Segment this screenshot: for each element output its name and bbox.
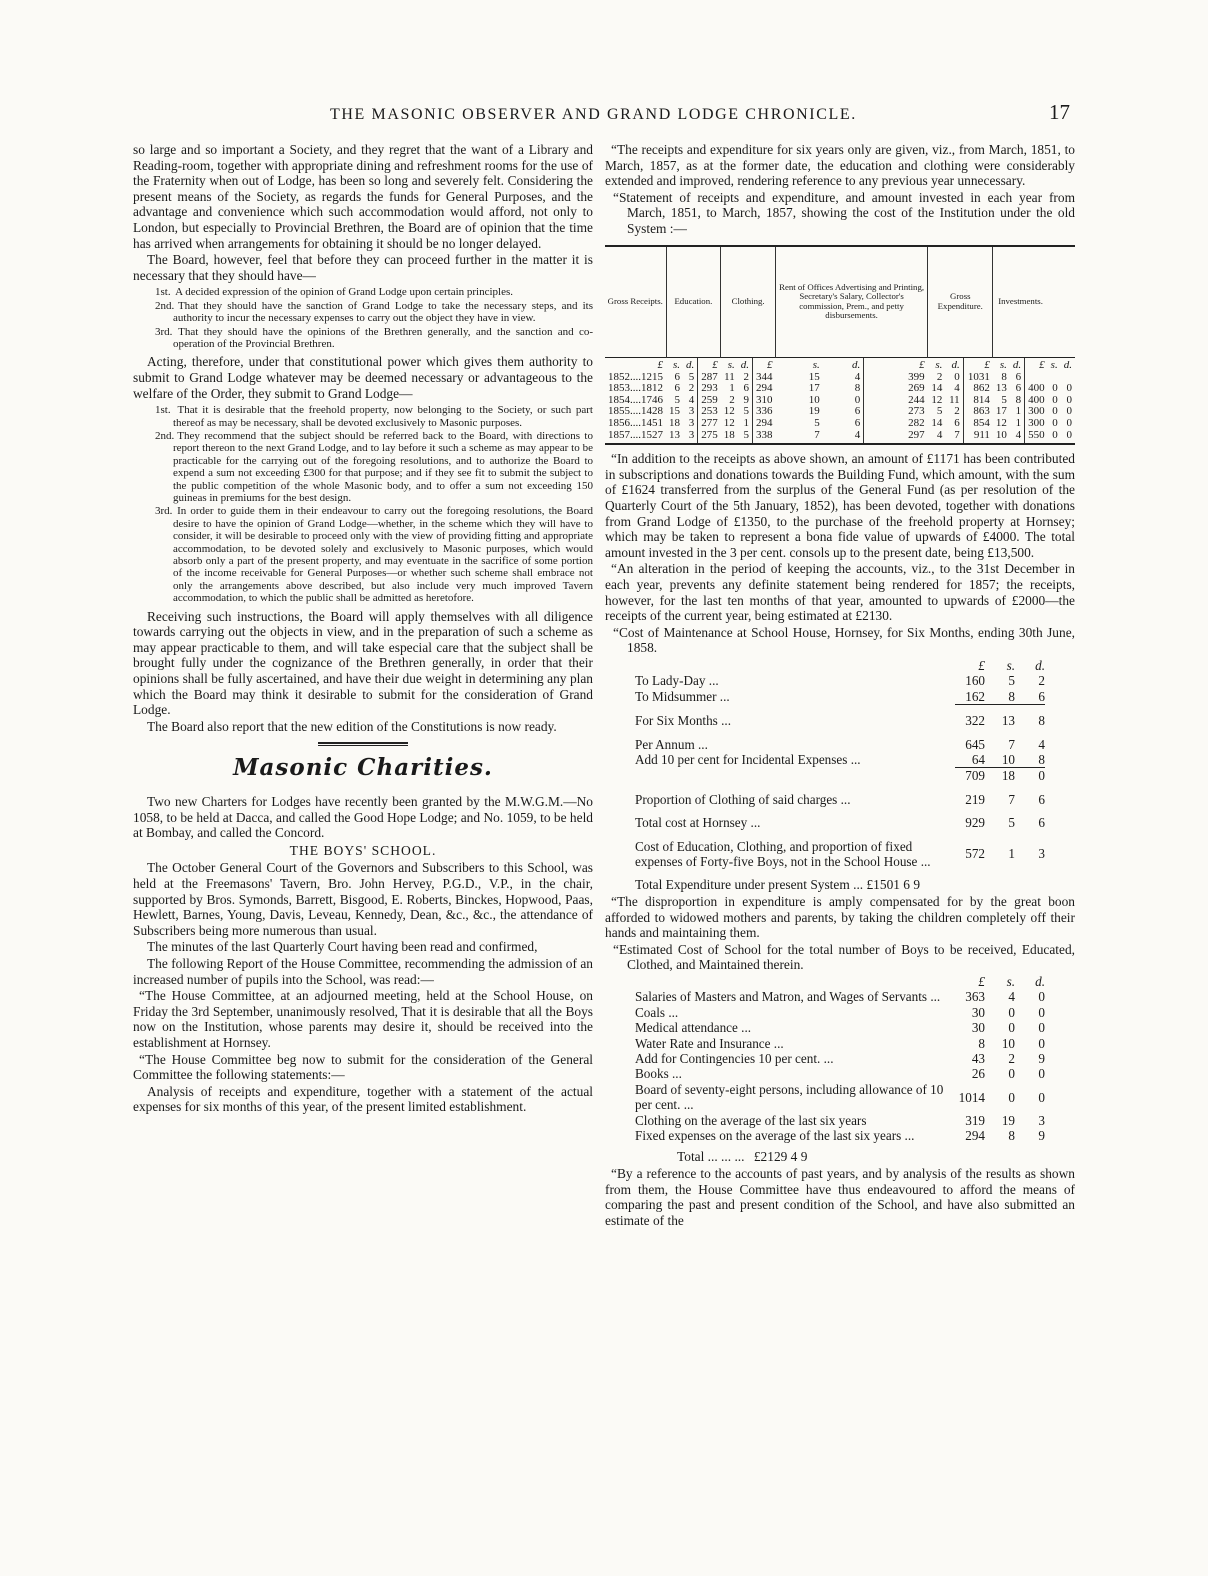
ledger-row	[635, 784, 1045, 807]
ledger-amount: 10	[1001, 751, 1015, 767]
ledger-label: Cost of Education, Clothing, and proportion of fixed expenses of Forty-five Boys, not in the School House ...	[635, 838, 931, 869]
paragraph: Two new Charters for Lodges have recently been granted by the M.W.G.M.—No 1058, to be held at Dacca, and called the Good Hope Lodge; and No. 1059, to be held at Bombay, and called the Concord.	[133, 794, 593, 841]
ledger-row	[635, 831, 1045, 870]
ledger-amount: 0	[1008, 1066, 1015, 1082]
list-item: 1st. That it is desirable that the freehold property, now belonging to the Society, or such part thereof as may be necessary, shall be devoted exclusively to Masonic purposes.	[155, 404, 593, 429]
ledger-amount: 8	[978, 1035, 985, 1051]
ledger-amount: 18	[985, 768, 1015, 784]
ledger-amount: 7	[1008, 736, 1015, 752]
table-cell: 6	[854, 405, 861, 418]
paragraph: Receiving such instructions, the Board will apply themselves with all diligence towards carrying out the objects in view, and in the preparation of such a scheme as may appear practicable to them, and will take especial care that the subject shall be brought fully under the cognizance of the Brethren generally, in order that their opinions shall be fully ascertained, and have their due weight in determining any plan which the Board may think it desirable to submit for the consideration of Grand Lodge.	[133, 608, 593, 718]
ledger-label: Proportion of Clothing of said charges ...	[635, 791, 851, 807]
table-cell: 5	[743, 405, 749, 418]
ledger-amount: 0	[1038, 1066, 1045, 1082]
table-cell: 399	[864, 372, 928, 384]
ledger-amount: 43	[971, 1051, 985, 1066]
table-cell: 15	[808, 370, 820, 383]
ledger-amount: 9	[1038, 1051, 1045, 1066]
table-cell: 5	[1001, 393, 1007, 406]
ledger-amount: 5	[1008, 673, 1015, 689]
ledger-amount: 5	[1008, 815, 1015, 831]
table-cell: 2	[743, 370, 749, 383]
ledger-label: Board of seventy-eight persons, including allowance of 10 per cent. ...	[635, 1081, 944, 1113]
table-cell: 6	[1015, 382, 1022, 395]
ledger-label: Coals ...	[635, 1004, 679, 1020]
table-cell: 4	[854, 370, 861, 383]
divider	[318, 742, 408, 746]
ledger-amount: 30	[971, 1020, 985, 1036]
table-cell: 259	[698, 395, 721, 407]
table-cell: 0	[1061, 430, 1075, 445]
table-cell: 300	[1025, 418, 1048, 430]
ledger-row	[635, 705, 1045, 729]
table-cell: 2	[954, 405, 960, 418]
table-cell: 336	[753, 406, 776, 418]
units-row: £ s. d.	[978, 973, 1045, 989]
table-cell: 4	[1010, 430, 1025, 445]
ledger-amount: 0	[1008, 1089, 1015, 1105]
table-cell: 12	[723, 417, 735, 430]
table-cell: 297	[864, 430, 928, 445]
ledger-row	[635, 1113, 1045, 1128]
table-cell: 13	[995, 382, 1007, 395]
paragraph: “The House Committee beg now to submit for the consideration of the General Committee the following statements:—	[133, 1051, 593, 1083]
paragraph: “Cost of Maintenance at School House, Hornsey, for Six Months, ending 30th June, 1858.	[613, 624, 1075, 656]
table-cell: 13	[666, 430, 683, 445]
table-cell: 550	[1025, 430, 1048, 445]
ledger-amount: 8	[1038, 751, 1045, 767]
table-cell: 400	[1025, 383, 1048, 395]
ledger-amount: 3	[1038, 846, 1045, 862]
numbered-list	[133, 404, 593, 605]
table-row	[605, 430, 1075, 445]
table-cell: 1855....1428	[608, 405, 663, 418]
table-cell: 282	[864, 418, 928, 430]
paragraph: The Board also report that the new edition of the Constitutions is now ready.	[147, 718, 557, 734]
ledger-amount: 26	[971, 1066, 985, 1082]
ledger-row	[635, 673, 1045, 688]
ledger-label: Fixed expenses on the average of the last six years ...	[635, 1128, 915, 1144]
table-cell: 11	[949, 393, 960, 406]
ledger-amount: 0	[1038, 1089, 1045, 1105]
paragraph: so large and so important a Society, and they regret that the want of a Library and Reading-room, together with appropriate dining and refreshment rooms for the use of the Fraternity when out of Lodge, has been so long and severely felt. Considering the present means of the Society, as regards the funds for General Purposes, and the advantage and convenience which such accommodation would afford, not only to London, but especially to Provincial Brethren, the Board are of opinion that the time has arrived when arrangements for obtaining it should be no longer delayed.	[133, 142, 593, 251]
paragraph: “By a reference to the accounts of past years, and by analysis of the results as shown from them, the House Committee have thus endeavoured to afford the means of comparing the past and present condition of the School, and have also submitted an estimate of the	[605, 1166, 1075, 1228]
ledger-label: Water Rate and Insurance ...	[635, 1035, 784, 1051]
ledger-row	[635, 807, 1045, 830]
ledger-amount: 1	[1008, 846, 1015, 862]
list-item: 3rd. That they should have the opinions of the Brethren generally, and the sanction and co-operation of the Provincial Brethren.	[155, 325, 593, 350]
ledger-amount: 8	[1008, 1128, 1015, 1144]
ledger-amount: 6	[1038, 815, 1045, 831]
table-cell: 2	[729, 393, 735, 406]
table-cell: 2	[688, 382, 695, 395]
ledger-amount: 0	[1038, 1035, 1045, 1051]
table-cell: 0	[1052, 405, 1058, 418]
table-cell: 7	[776, 430, 823, 445]
ledger-amount: 64	[971, 751, 985, 767]
paragraph: “Statement of receipts and expenditure, and amount invested in each year from March, 1851, to March, 1857, showing the cost of the Institution under the old System :—	[613, 189, 1075, 236]
paragraph: “The House Committee, at an adjourned meeting, held at the School House, on Friday the 3rd September, unanimously resolved, That it is desirable that all the Boys now on the Institution, whose parents may desire it, should be received into the establishment at Hornsey.	[133, 988, 593, 1050]
ledger-row	[635, 1066, 1045, 1081]
ledger-amount: 4	[1038, 736, 1045, 752]
table-cell: 0	[854, 393, 861, 406]
ledger-label: Salaries of Masters and Matron, and Wages of Servants ...	[635, 989, 941, 1005]
ledger-amount: 929	[965, 815, 985, 831]
ledger-row	[635, 752, 1045, 768]
ledger-label: Medical attendance ...	[635, 1020, 752, 1036]
ledger-row	[635, 768, 1045, 784]
table-cell: 294	[753, 418, 776, 430]
estimated-cost-table	[635, 974, 1045, 1143]
table-cell: 863	[963, 406, 993, 418]
ledger-amount: 9	[1038, 1128, 1045, 1144]
ledger-amount: 160	[965, 673, 985, 689]
ledger-label: Clothing on the average of the last six years	[635, 1112, 867, 1128]
table-cell: 1	[1015, 405, 1022, 418]
table-cell: 19	[808, 405, 820, 418]
table-cell: 17	[995, 405, 1007, 418]
ledger-row	[635, 1128, 1045, 1143]
ledger-amount: 322	[955, 705, 985, 729]
table-cell: 12	[995, 417, 1007, 430]
table-cell: 1	[729, 382, 735, 395]
table-cell: 310	[753, 395, 776, 407]
ledger-amount: 3	[1038, 1112, 1045, 1128]
table-cell: 9	[743, 393, 749, 406]
table-cell: 244	[864, 395, 928, 407]
section-title: Masonic Charities.	[233, 754, 493, 782]
paragraph: Analysis of receipts and expenditure, together with a statement of the actual expenses for six months of this year, of the present limited establishment.	[133, 1083, 593, 1115]
table-cell: 18	[669, 417, 680, 430]
table-cell: 10	[993, 430, 1010, 445]
ledger-amount: 162	[965, 688, 985, 704]
ledger-amount: 0	[1015, 768, 1045, 784]
table-cell: 5	[814, 417, 820, 430]
table-cell: 12	[931, 393, 943, 406]
table-header: Investments.	[993, 246, 1048, 358]
table-cell: 0	[1066, 417, 1072, 430]
maintenance-cost-table	[635, 658, 1045, 869]
ledger-amount: 0	[1038, 1020, 1045, 1036]
table-cell: 7	[945, 430, 963, 445]
table-cell: 14	[931, 417, 943, 430]
ledger-row	[635, 1036, 1045, 1051]
ledger-amount: 30	[971, 1004, 985, 1020]
units-row: £ s. d.	[978, 657, 1045, 673]
right-column	[605, 142, 1075, 1229]
table-header: Clothing.	[721, 246, 776, 358]
table-cell: 1	[1015, 417, 1022, 430]
numbered-list	[133, 286, 593, 350]
estimate-total: Total ... ... ... £2129 4 9	[677, 1149, 808, 1165]
ledger-row	[635, 689, 1045, 705]
ledger-amount: 2	[1038, 673, 1045, 689]
table-header: Gross Receipts.	[607, 296, 663, 307]
table-cell: 6	[674, 382, 680, 395]
table-cell: 1853....1812	[608, 382, 663, 395]
table-cell: 400	[1025, 395, 1048, 407]
paragraph: “An alteration in the period of keeping the accounts, viz., to the 31st December in each year, prevents any definite statement being rendered for 1857; the receipts, however, for the last ten months of that year, amounted to upwards of £2000—the receipts of the current year, being estimated at £2130.	[605, 561, 1075, 624]
ledger-amount: 219	[965, 791, 985, 807]
ledger-label: To Lady-Day ...	[635, 673, 719, 689]
ledger-amount: 13	[985, 705, 1015, 729]
table-cell: 11	[724, 370, 735, 383]
ledger-amount: 363	[965, 989, 985, 1005]
paragraph: The following Report of the House Committee, recommending the admission of an increased number of pupils into the School, was read:—	[133, 955, 593, 987]
table-cell: 3	[688, 405, 695, 418]
table-cell: 6	[743, 382, 749, 395]
table-cell: 1031	[963, 372, 993, 384]
publication-title: THE MASONIC OBSERVER AND GRAND LODGE CHRONICLE.	[330, 106, 857, 123]
table-cell: 8	[854, 382, 861, 395]
table-cell: 10	[808, 393, 820, 406]
table-cell: 2	[936, 370, 943, 383]
table-cell: 4	[954, 382, 960, 395]
units-row: £ s. d. £ s. d. £ s. d. £ s. d. £ s. d. £ s. d.	[605, 358, 1075, 372]
left-column	[133, 142, 593, 1116]
table-cell: 5	[688, 370, 695, 383]
ledger-amount: 7	[1008, 791, 1015, 807]
paragraph: The minutes of the last Quarterly Court having been read and confirmed,	[147, 939, 538, 955]
table-cell: 6	[854, 417, 861, 430]
ledger-amount: 1014	[958, 1089, 985, 1105]
table-cell: 5	[936, 405, 943, 418]
ledger-label: Books ...	[635, 1066, 682, 1082]
paragraph: “The disproportion in expenditure is amply compensated for by the great boon afforded to widowed mothers and parents, by taking the children completely off their hands and maintaining them.	[605, 894, 1075, 941]
table-cell: 12	[723, 405, 735, 418]
total-expenditure: Total Expenditure under present System ... £1501 6 9	[635, 877, 921, 893]
ledger-row	[635, 1082, 1045, 1113]
paragraph: “The receipts and expenditure for six years only are given, viz., from March, 1851, to March, 1857, as at the former date, the education and clothing were considerably extended and improved, rendering reference to any previous year unnecessary.	[605, 142, 1075, 189]
table-cell: 300	[1025, 406, 1048, 418]
table-cell: 911	[963, 430, 993, 445]
table-cell: 269	[864, 383, 928, 395]
ledger-amount: 0	[1008, 1020, 1015, 1036]
paragraph: “In addition to the receipts as above shown, an amount of £1171 has been contributed in subscriptions and donations towards the Building Fund, which amount, with the sum of £1624 transferred from the surplus of the General Fund (as per resolution of the Quarterly Court of the 5th January, 1852), has been devoted, together with donations from Grand Lodge of £1350, to the purchase of the freehold property at Hornsey; which may be taken to represent a bona fide value of upwards of £4000. The total amount invested in the 3 per cent. consols up to the present date, being £13,500.	[605, 451, 1075, 560]
table-cell: 4	[823, 430, 864, 445]
table-cell: 1856....1451	[608, 417, 663, 430]
table-header: Rent of Offices Advertising and Printing, Secretary's Salary, Collector's commission, Prem., and petty disbursements.	[776, 246, 928, 358]
table-cell: 287	[698, 372, 721, 384]
table-cell: 3	[688, 417, 695, 430]
ledger-row	[635, 1051, 1045, 1066]
table-cell: 0	[1052, 417, 1058, 430]
ledger-amount: 8	[1015, 705, 1045, 729]
table-row	[605, 418, 1075, 430]
table-cell: 253	[698, 406, 721, 418]
table-cell: 0	[1066, 393, 1072, 406]
table-cell: 5	[674, 393, 680, 406]
receipts-table	[605, 245, 1075, 446]
ledger-label: Add 10 per cent for Incidental Expenses ...	[635, 752, 861, 768]
list-item: 1st. A decided expression of the opinion of Grand Lodge upon certain principles.	[155, 286, 514, 299]
ledger-amount: 0	[1038, 989, 1045, 1005]
table-cell: 1854....1746	[608, 393, 663, 406]
table-cell: 1852....1215	[608, 370, 663, 383]
table-cell: 6	[1015, 370, 1022, 383]
table-cell: 8	[1001, 370, 1007, 383]
ledger-label: Per Annum ...	[635, 736, 708, 752]
ledger-amount: 10	[1001, 1035, 1015, 1051]
table-cell: 273	[864, 406, 928, 418]
paragraph: The Board, however, feel that before they can proceed further in the matter it is necessary that they should have—	[133, 252, 593, 283]
table-cell: 1857....1527	[605, 430, 666, 445]
ledger-amount: 572	[965, 846, 985, 862]
table-cell: 275	[698, 430, 721, 445]
list-item: 3rd. In order to guide them in their endeavour to carry out the foregoing resolutions, the Board desire to have the opinion of Grand Lodge—whether, in the scheme which they will have to consider, it will be desirable to proceed only with the view of providing fitting and appropriate accommodation, to be devoted solely and exclusively to Masonic purposes, which would absorb only a part of the present property, and may eventuate in the sacrifice of some portion of the income receivable for General Purposes—or whether such scheme shall embrace not only the arrangements above described, but also include very much improved Tavern accommodation, to which the public shall be admitted as heretofore.	[155, 505, 594, 605]
ledger-amount: 4	[1008, 989, 1015, 1005]
table-cell: 344	[753, 372, 776, 384]
ledger-amount: 0	[1008, 1004, 1015, 1020]
paragraph: Acting, therefore, under that constitutional power which gives them authority to submit to Grand Lodge whatever may be deemed necessary or advantageous to the welfare of the Order, they submit to Grand Lodge—	[133, 354, 593, 401]
ledger-label: To Midsummer ...	[635, 689, 730, 704]
table-cell: 18	[721, 430, 738, 445]
table-cell: 854	[963, 418, 993, 430]
table-cell: 4	[928, 430, 946, 445]
table-cell: 15	[669, 405, 680, 418]
table-cell: 5	[738, 430, 753, 445]
table-cell: 6	[954, 417, 960, 430]
table-cell: 3	[683, 430, 698, 445]
ledger-amount: 6	[1038, 688, 1045, 704]
table-cell: 0	[954, 370, 960, 383]
paragraph: “Estimated Cost of School for the total number of Boys to be received, Educated, Clothed, and Maintained therein.	[613, 941, 1075, 973]
ledger-amount: 709	[955, 768, 985, 784]
ledger-amount: 19	[1001, 1112, 1015, 1128]
ledger-label	[635, 768, 955, 784]
ledger-amount: 2	[1008, 1051, 1015, 1066]
table-cell: 14	[931, 382, 943, 395]
paragraph: The October General Court of the Governors and Subscribers to this School, was held at the Freemasons' Tavern, Bro. John Hervey, P.G.D., V.P., in the chair, supported by Bros. Symonds, Barrett, Bisgood, E. Roberts, Binckes, Hopwood, Paas, Hewlett, Barnes, Young, Davis, Leveau, Kennedy, Dean, &c., &c., the attendance of Subscribers being more numerous than usual.	[133, 860, 593, 938]
table-cell: 338	[753, 430, 776, 445]
subheading: THE BOYS' SCHOOL.	[289, 842, 437, 858]
ledger-row	[635, 1020, 1045, 1035]
ledger-row	[635, 989, 1045, 1004]
list-item: 2nd. They recommend that the subject should be referred back to the Board, with directions to report thereon to the next Grand Lodge, and to lay before it such a scheme as may appear to be practicable for the carrying out of the foregoing resolutions, and to authorize the Board to expend a sum not exceeding £300 for that purpose; and if they see fit to submit the subject to the public competition of the whole Masonic body, and to offer a sum not exceeding 150 guineas in premiums for the best design.	[155, 429, 593, 504]
ledger-row	[635, 729, 1045, 752]
ledger-label: Total cost at Hornsey ...	[635, 815, 761, 831]
ledger-row	[635, 1005, 1045, 1020]
table-cell: 0	[1066, 405, 1072, 418]
table-cell: 814	[963, 395, 993, 407]
ledger-amount: 645	[965, 736, 985, 752]
page-number: 17	[1049, 100, 1070, 124]
ledger-amount: 294	[965, 1128, 985, 1144]
table-cell: 0	[1066, 382, 1072, 395]
table-cell: 0	[1048, 430, 1061, 445]
ledger-amount: 319	[965, 1112, 985, 1128]
table-cell: 0	[1052, 382, 1058, 395]
table-header: Education.	[666, 246, 721, 358]
table-cell: 277	[698, 418, 721, 430]
table-cell: 0	[1052, 393, 1058, 406]
table-cell: 4	[688, 393, 695, 406]
ledger-label: For Six Months ...	[635, 712, 731, 728]
list-item: 2nd. That they should have the sanction of Grand Lodge to take the necessary steps, and its authority to incur the necessary expenses to carry out the object they have in view.	[155, 299, 593, 325]
ledger-amount: 0	[1038, 1004, 1045, 1020]
ledger-label: Add for Contingencies 10 per cent. ...	[635, 1051, 834, 1066]
table-cell: 294	[753, 383, 776, 395]
ledger-amount: 6	[1038, 791, 1045, 807]
table-cell: 17	[808, 382, 820, 395]
table-cell: 8	[1015, 393, 1022, 406]
ledger-amount: 8	[1008, 688, 1015, 704]
table-cell: 293	[698, 383, 721, 395]
table-header: Gross Expenditure.	[928, 246, 993, 358]
table-cell: 862	[963, 383, 993, 395]
table-cell: 6	[674, 370, 680, 383]
table-cell: 1	[743, 417, 749, 430]
page-header	[130, 100, 1080, 130]
